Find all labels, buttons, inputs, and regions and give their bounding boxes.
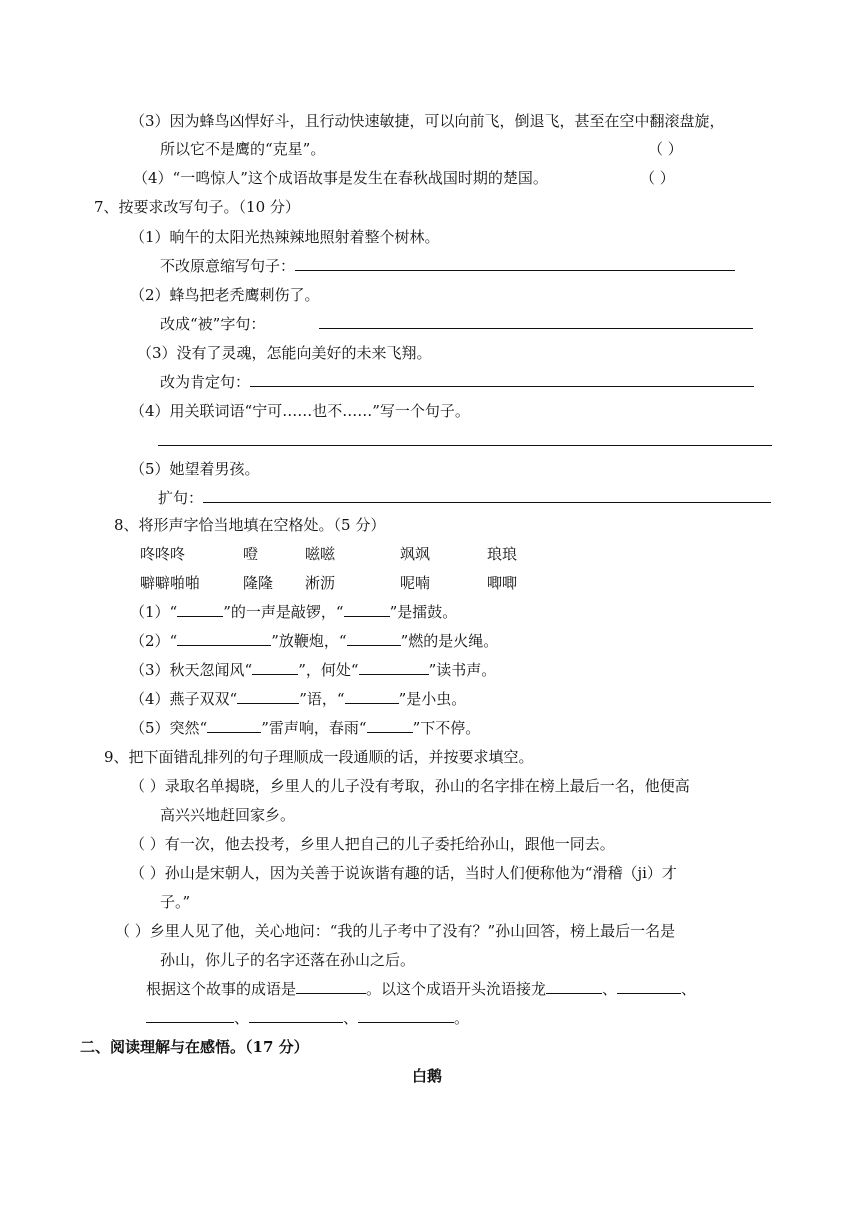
q8-line-2-text: ”放鞭炮，“ [271,632,347,650]
q8-line-1 [130,602,457,622]
q6-item4: （4）“一鸣惊人”这个成语故事是发生在春秋战国时期的楚国。 [133,169,548,187]
q8-blank[interactable] [237,689,299,704]
q9-chain-blank[interactable] [546,979,602,994]
q8-word: 隆隆 [243,574,274,592]
q9-separator: 、 [343,1009,359,1027]
q8-line-5-text: （5）突然“ [130,719,208,737]
q8-word: 飒飒 [400,545,431,563]
q7-prompt-3-label: 改为肯定句： [160,373,251,391]
q9-chain-blank[interactable] [358,1008,454,1023]
q8-line-4-text: ”是小虫。 [398,690,467,708]
q7-answer-line-5[interactable] [203,488,771,503]
q7-sentence-3: （3）没有了灵魂，怎能向美好的未来飞翔。 [137,344,432,362]
q9-sentence-2: （ ）有一次，他去投考，乡里人把自己的儿子委托给孙山，跟他一同去。 [130,835,615,853]
q9-sentence-1-line2: 高兴兴地赶回家乡。 [160,806,296,824]
q8-line-4-text: （4）燕子双双“ [130,690,238,708]
q8-line-3 [130,660,496,680]
q9-sentence-1-line1: （ ）录取名单揭晓，乡里人的儿子没有考取，孙山的名字排在榜上最后一名，他便高 [130,777,690,795]
q8-line-1-text: （1）“ [130,603,178,621]
q8-line-5-text: ”雷声响，春雨“ [261,719,367,737]
passage-title: 白鹅 [412,1067,443,1085]
q8-line-5-text: ”下不停。 [412,719,481,737]
q8-word: 噔 [243,545,259,563]
q7-prompt-1 [160,256,735,276]
q8-line-3-text: （3）秋天忽闻风“ [130,661,253,679]
q8-word: 淅沥 [305,574,336,592]
q9-sentence-4-line2: 孙山，你儿子的名字还落在孙山之后。 [160,951,416,969]
q6-item4-answer-paren[interactable]: （ ） [640,169,675,187]
q9-sentence-4-line1: （ ）乡里人见了他，关心地问：“我的儿子考中了没有？”孙山回答，榜上最后一名是 [115,922,676,940]
q7-answer-line-2[interactable] [319,314,753,329]
q7-answer-line-3[interactable] [250,372,754,387]
q8-line-5 [130,718,480,738]
q8-word: 唧唧 [487,574,518,592]
q8-word: 嗞嗞 [305,545,336,563]
q9-end-mark: 。 [454,1009,470,1027]
q7-answer-line-4[interactable] [158,445,772,446]
q9-idiom-blank[interactable] [296,979,366,994]
q6-item3-line1: （3）因为蜂鸟凶悍好斗，且行动快速敏捷，可以向前飞，倒退飞，甚至在空中翻滚盘旋， [130,112,725,130]
q8-line-3-text: ”，何处“ [298,661,359,679]
q8-line-2-text: （2）“ [130,632,178,650]
q8-word: 咚咚咚 [140,545,186,563]
q7-prompt-1-label: 不改原意缩写句子： [160,257,296,275]
q8-line-2 [130,631,498,651]
q8-blank[interactable] [347,631,401,646]
q9-sentence-3-line1: （ ）孙山是宋朝人，因为关善于说诙谐有趣的话，当时人们便称他为“滑稽（ji）才 [130,864,677,882]
q9-sentence-3-line2: 子。” [160,893,191,911]
q7-sentence-1: （1）晌午的太阳光热辣辣地照射着整个树林。 [130,228,440,246]
q8-blank[interactable] [344,602,390,617]
q7-prompt-3 [160,372,754,392]
q8-line-2-text: ”燃的是火绳。 [400,632,499,650]
q8-word: 琅琅 [487,545,518,563]
q8-title: 8、将形声字恰当地填在空格处。（5 分） [114,516,386,534]
q8-line-4 [130,689,466,709]
q7-prompt-2-label: 改成“被”字句： [160,315,266,333]
q8-word: 噼噼啪啪 [140,574,201,592]
q9-chain-blank[interactable] [249,1008,343,1023]
q7-sentence-2: （2）蜂鸟把老秃鹰刺伤了。 [130,286,320,304]
q7-sentence-5: （5）她望着男孩。 [130,460,260,478]
q8-blank[interactable] [252,660,298,675]
q8-line-4-text: ”语，“ [299,690,345,708]
q8-blank[interactable] [345,689,399,704]
q8-blank[interactable] [177,631,271,646]
q9-answer-line-2 [146,1008,469,1028]
q8-word: 呢喃 [400,574,431,592]
q9-chain-blank[interactable] [146,1008,234,1023]
q8-blank[interactable] [207,718,261,733]
q7-prompt-5 [158,488,771,508]
q9-answer-line-1 [146,979,696,999]
q7-sentence-4: （4）用关联词语“宁可……也不……”写一个句子。 [130,402,470,420]
q6-item3-line2: 所以它不是鹰的“克星”。 [160,140,326,158]
q8-blank[interactable] [359,660,429,675]
q9-separator: 、 [234,1009,250,1027]
q8-line-3-text: ”读书声。 [428,661,497,679]
q9-answer-text: 。以这个成语开头沇语接龙 [366,980,547,998]
q7-prompt-2 [160,314,753,334]
q9-separator: 、 [681,980,697,998]
q6-item3-answer-paren[interactable]: （ ） [648,140,683,158]
q7-title: 7、按要求改写句子。（10 分） [94,198,300,216]
q7-answer-line-1[interactable] [295,256,735,271]
q8-blank[interactable] [367,718,413,733]
q9-separator: 、 [602,980,618,998]
section-2-heading: 二、阅读理解与在感悟。（17 分） [80,1038,309,1056]
q8-line-1-text: ”是擂鼓。 [389,603,458,621]
q8-blank[interactable] [177,602,223,617]
q9-answer-text: 根据这个故事的成语是 [146,980,297,998]
q8-line-1-text: ”的一声是敲锣，“ [223,603,344,621]
q9-chain-blank[interactable] [617,979,681,994]
q9-title: 9、把下面错乱排列的句子理顺成一段通顺的话，并按要求填空。 [104,748,534,766]
q7-prompt-5-label: 扩句： [158,489,204,507]
